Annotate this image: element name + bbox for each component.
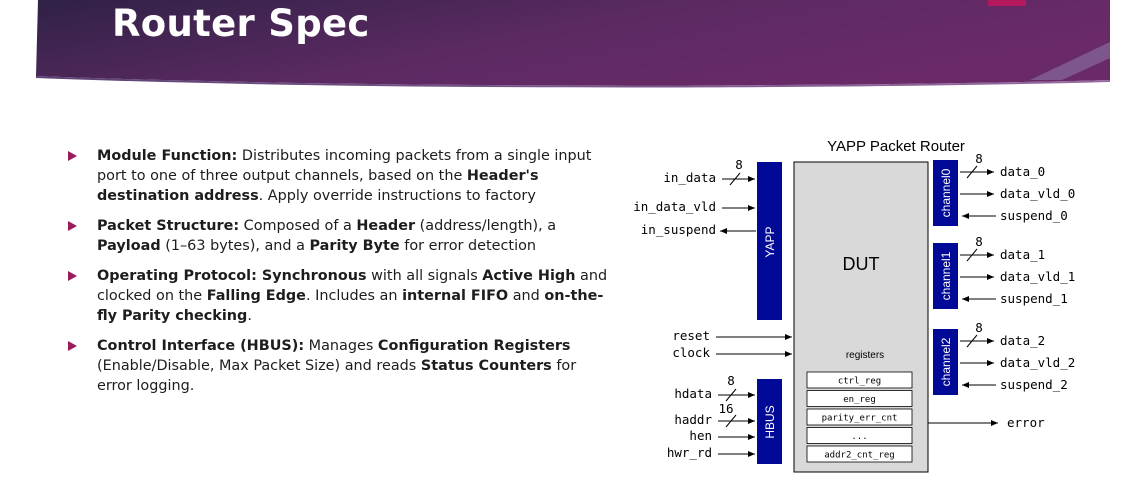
router-block-diagram <box>618 112 1138 492</box>
suspend-in-label: suspend_0 <box>1000 208 1068 223</box>
bullet-bold-text: Packet Structure: <box>97 218 240 234</box>
bullet-text: Manages <box>304 338 378 354</box>
bullet-text: for error logging. <box>97 358 577 394</box>
bullet-text: and <box>508 288 545 304</box>
haddr-label: haddr <box>674 412 712 427</box>
in-data-vld-label: in_data_vld <box>633 199 716 214</box>
channel-label: channel2 <box>939 337 953 387</box>
hbus-label: HBUS <box>763 405 777 439</box>
register-list <box>807 372 912 462</box>
bullet-text: with all signals <box>366 268 483 284</box>
bullet-item <box>66 146 614 206</box>
bullet-item <box>66 216 614 256</box>
bullet-list <box>66 146 614 406</box>
bullet-arrow-icon <box>68 151 77 161</box>
channel-label: channel1 <box>939 251 953 301</box>
suspend-in-label: suspend_2 <box>1000 377 1068 392</box>
bullet-bold-text: Configuration Registers <box>377 338 571 354</box>
bullet-bold-text: Falling Edge <box>206 288 306 304</box>
hdata-width: 8 <box>727 373 735 388</box>
bullet-arrow-icon <box>68 221 77 231</box>
bullet-bold-text: Parity Byte <box>309 238 400 254</box>
corner-accent-tab <box>988 0 1026 6</box>
bullet-arrow-icon <box>68 271 77 281</box>
register-name: ... <box>851 432 868 442</box>
haddr-width: 16 <box>718 401 734 416</box>
hwr-rd-label: hwr_rd <box>666 445 712 460</box>
hen-label: hen <box>689 428 712 443</box>
register-name: ctrl_reg <box>837 376 882 387</box>
data-out-width: 8 <box>975 151 983 166</box>
dut-label: DUT <box>842 254 880 274</box>
bullet-bold-text: Control Interface (HBUS): <box>97 338 305 354</box>
bullet-text: (Enable/Disable, Max Packet Size) and reads <box>97 358 421 374</box>
yapp-label: YAPP <box>763 226 777 258</box>
bullet-arrow-icon <box>68 341 77 351</box>
bullet-bold-text: Operating Protocol: Synchronous <box>97 268 367 284</box>
in-data-width: 8 <box>735 157 743 172</box>
bullet-bold-text: Active High <box>482 268 576 284</box>
data-vld-out-label: data_vld_1 <box>1000 269 1076 284</box>
bullet-text: (1–63 bytes), and a <box>160 238 310 254</box>
bullet-text: for error detection <box>399 238 536 254</box>
data-out-label: data_2 <box>1000 333 1046 348</box>
bullet-bold-text: Status Counters <box>420 358 552 374</box>
data-out-label: data_0 <box>1000 164 1046 179</box>
bullet-text: Distributes incoming packets from a single input port to one of three output channels, based on the <box>97 148 592 184</box>
diagram-canvas <box>618 112 1138 492</box>
bullet-text: Composed of a <box>239 218 357 234</box>
bullet-item <box>66 336 614 396</box>
data-out-width: 8 <box>975 320 983 335</box>
register-name: addr2_cnt_reg <box>824 450 895 461</box>
register-name: en_reg <box>843 395 876 405</box>
bullet-text: (address/length), a <box>415 218 557 234</box>
bullet-item <box>66 266 614 326</box>
data-out-label: data_1 <box>1000 247 1046 262</box>
bullet-bold-text: internal FIFO <box>402 288 509 304</box>
bullet-bold-text: on-the-fly Parity checking <box>97 288 604 324</box>
registers-label: registers <box>845 350 885 361</box>
clock-label: clock <box>672 345 710 360</box>
error-label: error <box>1007 415 1045 430</box>
suspend-in-label: suspend_1 <box>1000 291 1068 306</box>
bullet-bold-text: Payload <box>97 238 161 254</box>
bullet-bold-text: Module Function: <box>97 148 238 164</box>
register-name: parity_err_cnt <box>821 413 898 424</box>
hdata-label: hdata <box>674 386 712 401</box>
bullet-bold-text: Header's destination address <box>97 168 539 204</box>
output-channels <box>933 151 1075 395</box>
bullet-text: and clocked on the <box>97 268 608 304</box>
bullet-text: . <box>247 308 252 324</box>
diagram-title: YAPP Packet Router <box>827 138 965 155</box>
in-suspend-label: in_suspend <box>640 222 716 237</box>
bullet-text: . Apply override instructions to factory <box>258 188 536 204</box>
data-vld-out-label: data_vld_2 <box>1000 355 1076 370</box>
data-out-width: 8 <box>975 234 983 249</box>
channel-label: channel0 <box>939 168 953 218</box>
bullet-text: . Includes an <box>305 288 403 304</box>
in-data-label: in_data <box>663 170 716 185</box>
slide-title: Router Spec <box>112 2 370 45</box>
data-vld-out-label: data_vld_0 <box>1000 186 1076 201</box>
bullet-bold-text: Header <box>356 218 416 234</box>
dut-box <box>794 162 928 472</box>
reset-label: reset <box>672 328 710 343</box>
